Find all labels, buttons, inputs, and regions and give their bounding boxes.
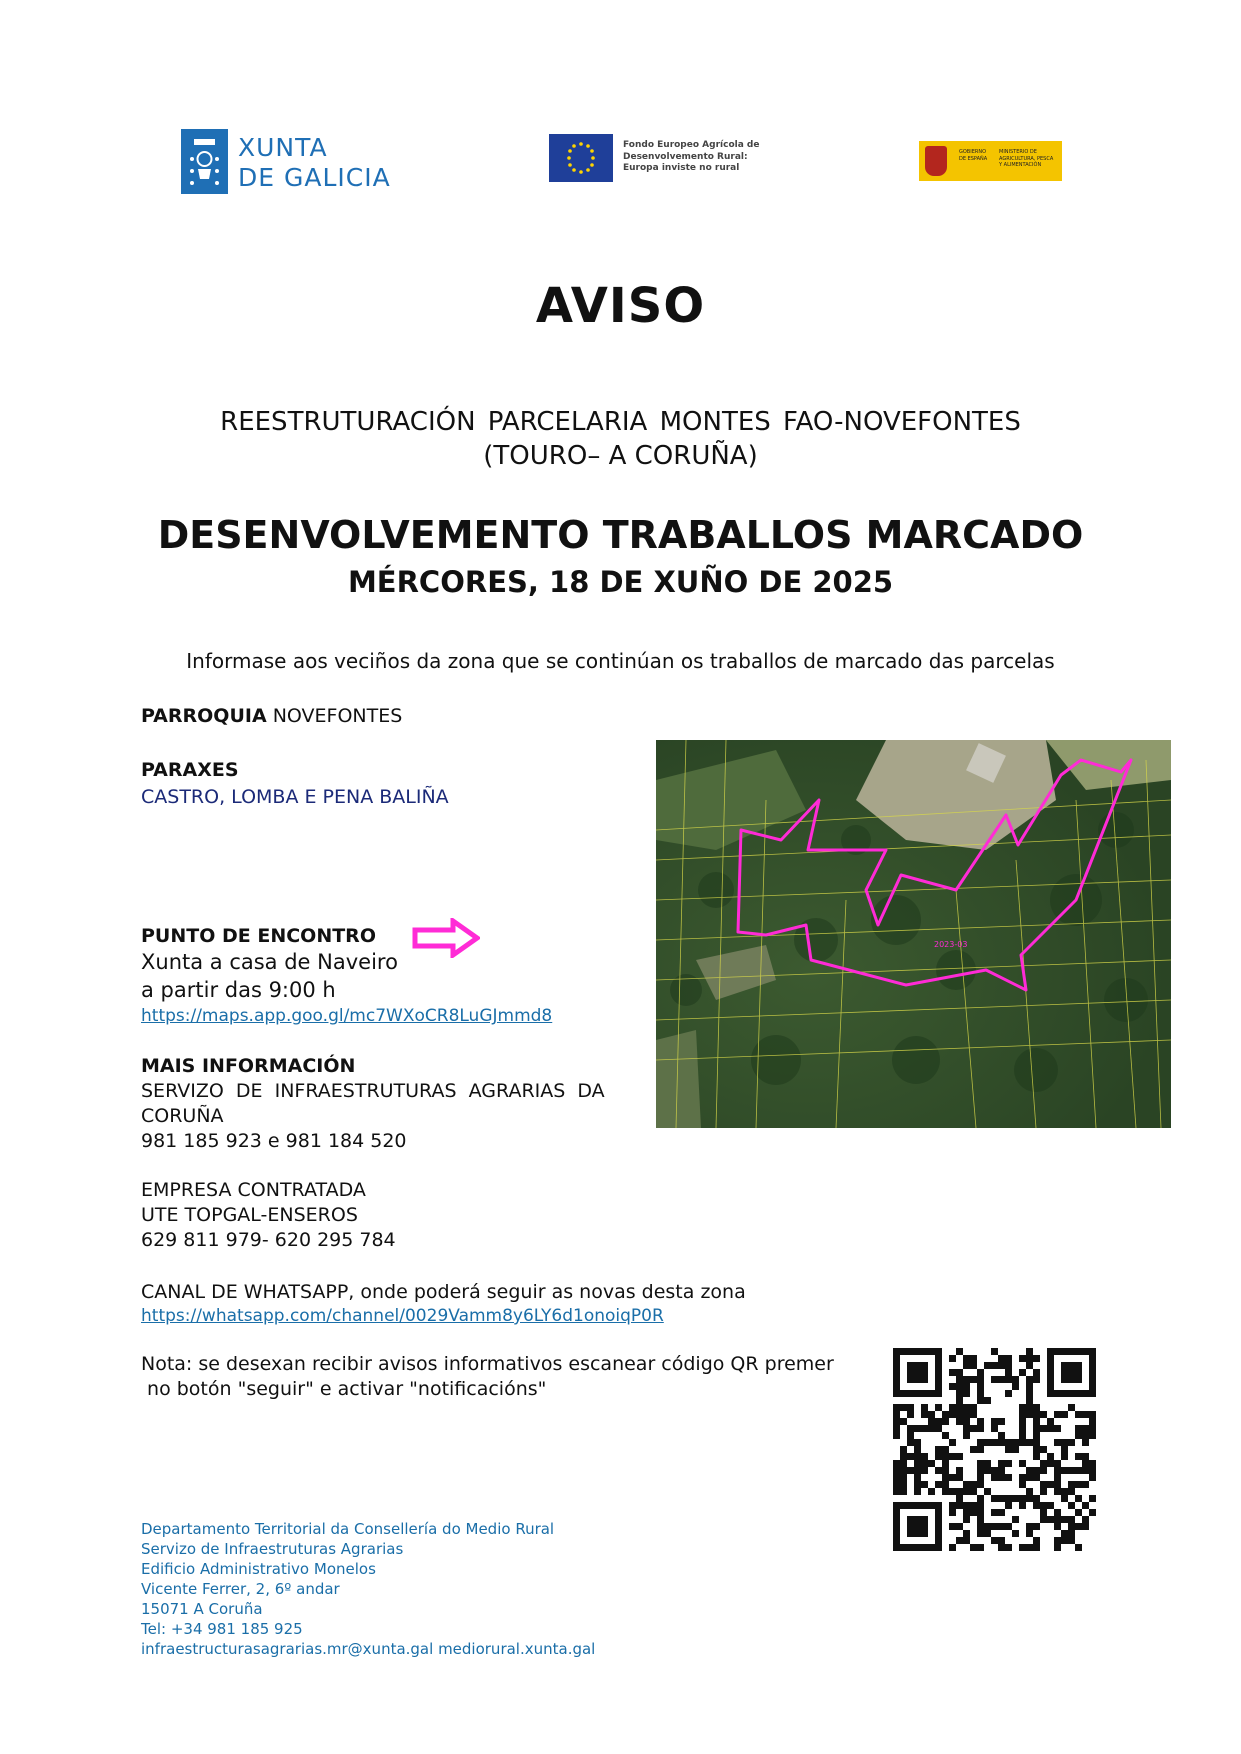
xunta-logo-line2: DE GALICIA — [238, 163, 391, 192]
mais-info-line2: CORUÑA — [141, 1105, 224, 1127]
mais-info-phones: 981 185 923 e 981 184 520 — [141, 1130, 407, 1152]
xunta-shield-icon — [181, 129, 228, 194]
spain-ministry-text: MINISTERIO DE AGRICULTURA, PESCA Y ALIMENTACIÓN — [999, 149, 1054, 168]
eu-text-line3: Europa inviste no rural — [623, 163, 740, 173]
page-title: AVISO — [535, 278, 706, 334]
punto-encontro-line1: Xunta a casa de Naveiro — [141, 950, 398, 974]
parroquia-line — [141, 704, 402, 728]
footer-line3: Edificio Administrativo Monelos — [141, 1560, 376, 1578]
eu-flag-icon — [549, 134, 613, 182]
punto-encontro-label: PUNTO DE ENCONTRO — [141, 925, 376, 947]
footer-email[interactable]: infraestructurasagrarias.mr@xunta.gal mediorural.xunta.gal — [141, 1640, 596, 1658]
subtitle-line2: (TOURO– A CORUÑA) — [483, 441, 758, 471]
punto-encontro-line2: a partir das 9:00 h — [141, 978, 336, 1002]
main-heading: DESENVOLVEMENTO TRABALLOS MARCADO — [157, 513, 1084, 557]
qr-finder-pattern — [1051, 1352, 1093, 1394]
parroquia-value: NOVEFONTES — [272, 705, 403, 727]
whatsapp-qr-code — [893, 1348, 1098, 1560]
whatsapp-link[interactable]: https://whatsapp.com/channel/0029Vamm8y6LY6d1onoiqP0R — [141, 1306, 664, 1326]
xunta-logo-line1: XUNTA — [238, 133, 328, 162]
footer-line5: 15071 A Coruña — [141, 1600, 263, 1618]
mais-info-label: MAIS INFORMACIÓN — [141, 1055, 356, 1077]
empresa-line1: EMPRESA CONTRATADA — [141, 1179, 366, 1201]
qr-finder-pattern — [897, 1352, 939, 1394]
paraxes-label: PARAXES — [141, 759, 239, 781]
eu-fund-text — [623, 140, 759, 175]
footer-line1: Departamento Territorial da Consellería do Medio Rural — [141, 1520, 555, 1538]
footer-line2: Servizo de Infraestruturas Agrarias — [141, 1540, 404, 1558]
empresa-phones: 629 811 979- 620 295 784 — [141, 1229, 396, 1251]
spain-ministry-logo — [919, 141, 1062, 181]
subtitle-line1: REESTRUTURACIÓN PARCELARIA MONTES FAO-NOVEFONTES — [220, 407, 1021, 437]
map-parcel-label: 2023-03 — [934, 940, 968, 949]
qr-finder-pattern — [897, 1506, 939, 1548]
mais-info-line1: SERVIZO DE INFRAESTRUTURAS AGRARIAS DA — [141, 1080, 605, 1102]
intro-text: Informase aos veciños da zona que se continúan os traballos de marcado das parcelas — [186, 649, 1055, 673]
aerial-map-image — [656, 740, 1171, 1128]
eu-text-line2: Desenvolvemento Rural: — [623, 151, 748, 162]
footer-contact — [141, 1519, 595, 1659]
eu-text-line1: Fondo Europeo Agrícola de — [623, 140, 760, 150]
maps-link[interactable]: https://maps.app.goo.gl/mc7WXoCR8LuGJmmd8 — [141, 1006, 553, 1026]
spain-crest-icon — [925, 146, 947, 176]
arrow-right-icon — [412, 918, 480, 962]
parroquia-label: PARROQUIA — [141, 705, 267, 727]
date-heading: MÉRCORES, 18 DE XUÑO DE 2025 — [347, 565, 894, 599]
whatsapp-text: CANAL DE WHATSAPP, onde poderá seguir as novas desta zona — [141, 1281, 746, 1303]
paraxes-value: CASTRO, LOMBA E PENA BALIÑA — [141, 786, 449, 808]
nota-line1: Nota: se desexan recibir avisos informativos escanear código QR premer — [141, 1353, 834, 1375]
xunta-logo-text — [238, 133, 391, 193]
footer-line6: Tel: +34 981 185 925 — [141, 1620, 303, 1638]
empresa-line2: UTE TOPGAL-ENSEROS — [141, 1204, 358, 1226]
nota-line2: no botón "seguir" e activar "notificacións" — [141, 1378, 547, 1400]
spain-gov-text: GOBIERNO DE ESPAÑA — [959, 149, 988, 162]
footer-line4: Vicente Ferrer, 2, 6º andar — [141, 1580, 340, 1598]
